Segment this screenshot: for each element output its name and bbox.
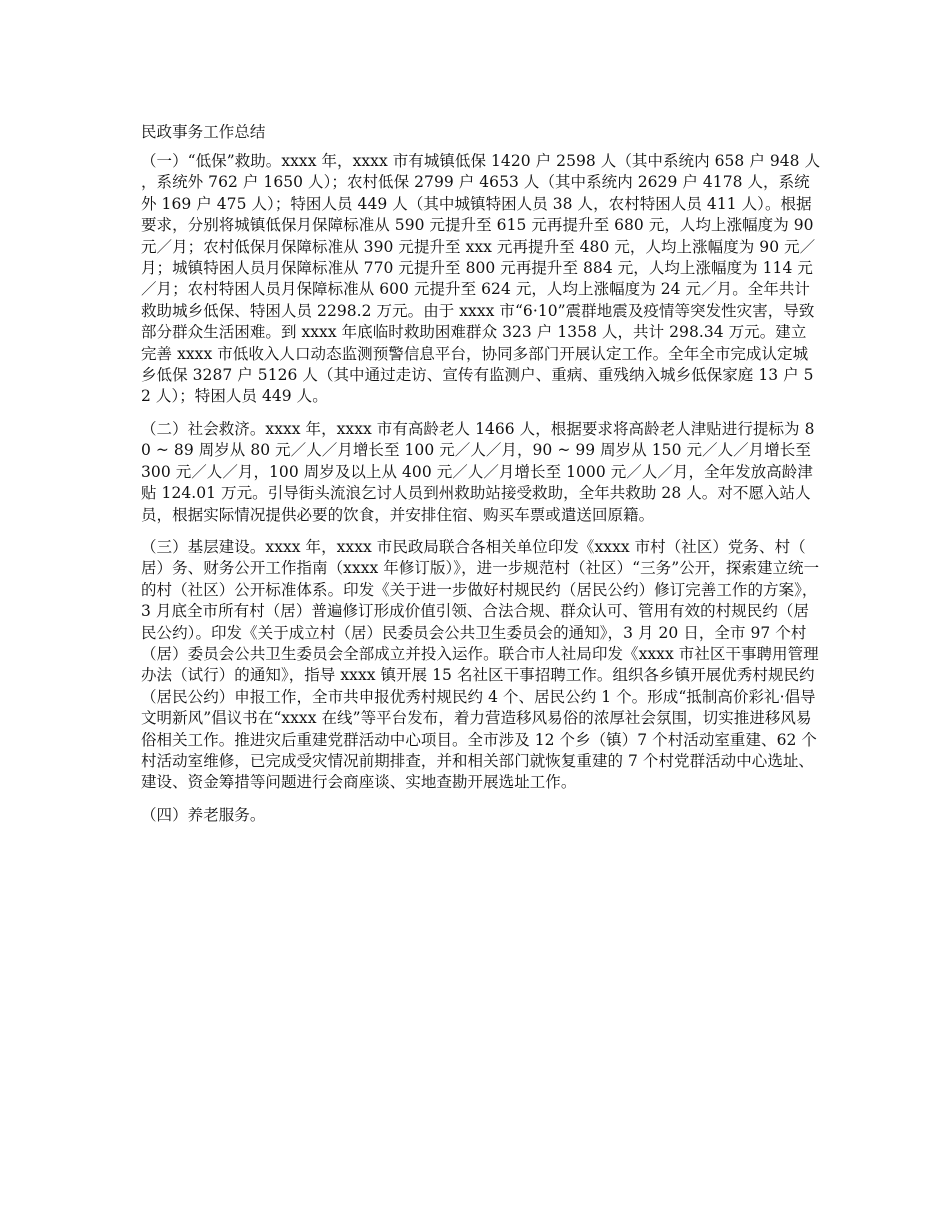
paragraph-subsistence-allowance: （一）“低保”救助。xxxx 年，xxxx 市有城镇低保 1420 户 2598 人（其中系统内 658 户 948 人，系统外 762 户 1650 人）；农村低保 2799 户 4653 人（其中系统内 2629 户 4178 人，系统外 169 户 475 人）；特困人员 449 人（其中城镇特困人员 38 人，农村特困人员 411 人）。根据要求，分别将城镇低保月保障标准从 590 元提升至 615 元再提升至 680 元，人均上涨幅度为 90 元／月；农村低保月保障标准从 390 元提升至 xxx 元再提升至 480 元，人均上涨幅度为 90 元／月；城镇特困人员月保障标准从 770 元提升至 800 元再提升至 884 元，人均上涨幅度为 114 元／月；农村特困人员月保障标准从 600 元提升至 624 元，人均上涨幅度为 24 元／月。全年共计救助城乡低保、特困人员 2298.2 万元。由于 xxxx 市“6·10”震群地震及疫情等突发性灾害，导致部分群众生活困难。到 xxxx 年底临时救助困难群众 323 户 1358 人，共计 298.34 万元。建立完善 xxxx 市低收入人口动态监测预警信息平台，协同多部门开展认定工作。全年全市完成认定城乡低保 3287 户 5126 人（其中通过走访、宣传有监测户、重病、重残纳入城乡低保家庭 13 户 52 人）；特困人员 449 人。	[141, 152, 821, 406]
paragraph-grassroots-construction: （三）基层建设。xxxx 年，xxxx 市民政局联合各相关单位印发《xxxx 市村（社区）党务、村（居）务、财务公开工作指南（xxxx 年修订版）》，进一步规范村（社区）“三务”公开，探索建立统一的村（社区）公开标准体系。印发《关于进一步做好村规民约（居民公约）修订完善工作的方案》，3 月底全市所有村（居）普遍修订形成价值引领、合法合规、群众认可、管用有效的村规民约（居民公约）。印发《关于成立村（居）民委员会公共卫生委员会的通知》，3 月 20 日，全市 97 个村（居）委员会公共卫生委员会全部成立并投入运作。联合市人社局印发《xxxx 市社区干事聘用管理办法（试行）的通知》，指导 xxxx 镇开展 15 名社区干事招聘工作。组织各乡镇开展优秀村规民约（居民公约）申报工作，全市共申报优秀村规民约 4 个、居民公约 1 个。形成“抵制高价彩礼·倡导文明新风”倡议书在“xxxx 在线”等平台发布，着力营造移风易俗的浓厚社会氛围，切实推进移风易俗相关工作。推进灾后重建党群活动中心项目。全市涉及 12 个乡（镇）7 个村活动室重建、62 个村活动室维修，已完成受灾情况前期排查，并和相关部门就恢复重建的 7 个村党群活动中心选址、建设、资金筹措等问题进行会商座谈、实地查勘开展选址工作。	[141, 537, 820, 792]
paragraph-elderly-care-heading: （四）养老服务。	[141, 805, 266, 824]
document-page	[141, 122, 821, 837]
document-title: 民政事务工作总结	[141, 123, 266, 141]
paragraph-social-relief: （二）社会救济。xxxx 年，xxxx 市有高龄老人 1466 人，根据要求将高龄老人津贴进行提标为 80 ~ 89 周岁从 80 元／人／月增长至 100 元／人／月，90 ~ 99 周岁从 150 元／人／月增长至 300 元／人／月，100 周岁及以上从 400 元／人／月增长至 1000 元／人／月，全年发放高龄津贴 124.01 万元。引导街头流浪乞讨人员到州救助站接受救助，全年共救助 28 人。对不愿入站人员，根据实际情况提供必要的饮食，并安排住宿、购买车票或遣送回原籍。	[141, 419, 815, 524]
